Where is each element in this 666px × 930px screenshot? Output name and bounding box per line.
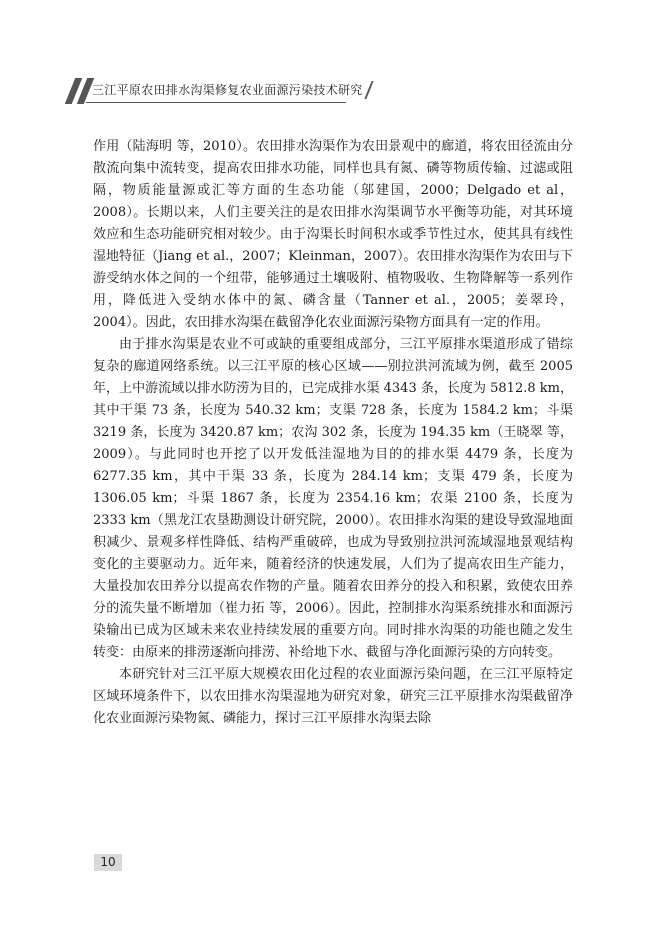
- header-rule: [86, 102, 346, 103]
- body-text: [93, 136, 573, 730]
- paragraph: 本研究针对三江平原大规模农田化过程的农业面源污染问题，在三江平原特定区域环境条件下，以农田排水沟渠湿地为研究对象，研究三江平原排水沟渠截留净化农业面源污染物氮、磷能力，探讨三江平原排水沟渠去除: [93, 667, 573, 726]
- paragraph: 由于排水沟渠是农业不可或缺的重要组成部分，三江平原排水渠道形成了错综复杂的廊道网络系统。以三江平原的核心区域——别拉洪河流域为例，截至 2005 年，上中游流域以排水防涝为目的，已完成排水渠 4343 条，长度为 5812.8 km，其中干渠 73 条，长度为 540.32 km；支渠 728 条，长度为 1584.2 km；斗渠 3219 条，长度为 3420.87 km；农沟 302 条，长度为 194.35 km（王晓翠 等，2009）。与此同时也开挖了以开发低洼湿地为目的的排水渠 4479 条，长度为 6277.35 km，其中干渠 33 条，长度为 284.14 km；支渠 479 条，长度为 1306.05 km；斗渠 1867 条，长度为 2354.16 km；农渠 2100 条，长度为 2333 km（黑龙江农垦勘测设计研究院，2000）。农田排水沟渠的建设导致湿地面积减少、景观多样性降低、结构严重破碎，也成为导致别拉洪河流域湿地景观结构变化的主要驱动力。近年来，随着经济的快速发展，人们为了提高农田生产能力，大量投加农田养分以提高农作物的产量。随着农田养分的投入和积累，致使农田养分的流失量不断增加（崔力拓 等，2006）。因此，控制排水沟渠系统排水和面源污染输出已成为区域未来农业持续发展的重要方向。同时排水沟渠的功能也随之发生转变：由原来的排涝逐渐向排涝、补给地下水、截留与净化面源污染的方向转变。: [93, 337, 573, 660]
- running-header: [62, 78, 382, 108]
- page-number: 10: [94, 854, 122, 871]
- header-end-slash: [364, 81, 373, 99]
- paragraph: 作用（陆海明 等，2010）。农田排水沟渠作为农田景观中的廊道，将农田径流由分散流向集中流转变，提高农田排水功能，同样也具有氮、磷等物质传输、过滤或阻隔，物质能量源或汇等方面的生态功能（邬建国，2000；Delgado et al，2008）。长期以来，人们主要关注的是农田排水沟渠调节水平衡等功能，对其环境效应和生态功能研究相对较少。由于沟渠长时间积水或季节性过水，使其具有线性湿地特征（Jiang et al.，2007；Kleinman，2007）。农田排水沟渠作为农田与下游受纳水体之间的一个纽带，能够通过土壤吸附、植物吸收、生物降解等一系列作用，降低进入受纳水体中的氮、磷含量（Tanner et al.，2005；姜翠玲，2004）。因此，农田排水沟渠在截留净化农业面源污染物方面具有一定的作用。: [93, 139, 573, 330]
- running-title: 三江平原农田排水沟渠修复农业面源污染技术研究: [92, 83, 363, 97]
